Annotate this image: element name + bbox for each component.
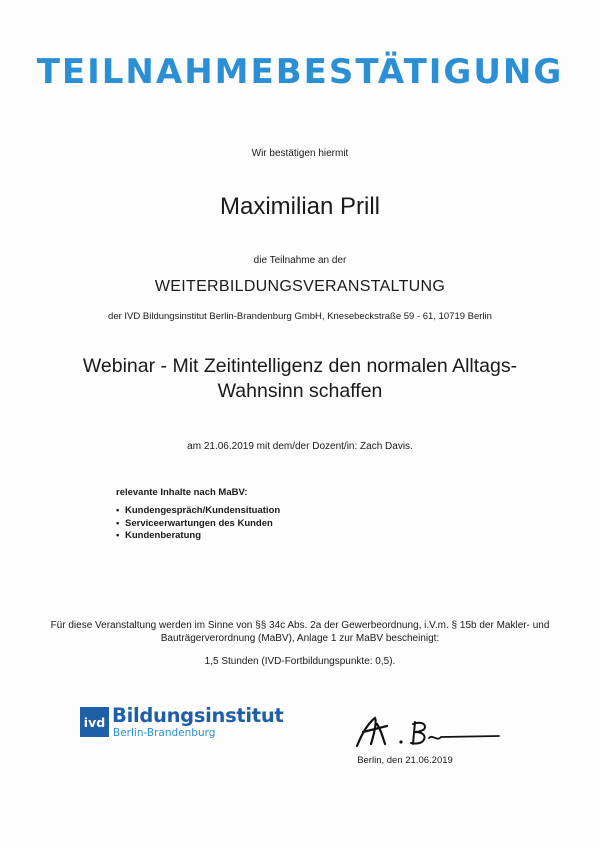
list-item: • Kundenberatung [116,530,280,543]
legal-statement [0,620,600,645]
course-title [0,354,600,404]
course-title-line: Webinar - Mit Zeitintelligenz den normalen Alltags- [82,355,518,377]
logo-subtitle: Berlin-Brandenburg [113,727,216,739]
participant-name: Maximilian Prill [219,193,381,220]
legal-line: Bauträgerverordnung (MaBV), Anlage 1 zur MaBV bescheinigt: [160,632,440,644]
list-item: • Kundengespräch/Kundensituation [116,505,280,518]
logo-title: Bildungsinstitut [112,704,284,727]
course-title-line: Wahnsinn schaffen [217,380,383,402]
institute-address: der IVD Bildungsinstitut Berlin-Brandenburg GmbH, Knesebeckstraße 59 - 61, 10719 Berlin [108,311,492,322]
hours-statement: 1,5 Stunden (IVD-Fortbildungspunkte: 0,5). [204,656,396,667]
content-list [116,505,280,543]
legal-line: Für diese Veranstaltung werden im Sinne von §§ 34c Abs. 2a der Gewerbeordnung, i.V.m. § 15b der Makler- und [50,620,550,631]
event-type: WEITERBILDUNGSVERANSTALTUNG [154,278,446,295]
date-and-lecturer: am 21.06.2019 mit dem/der Dozent/in: Zach Davis. [187,441,413,452]
certificate-heading: TEILNAHMEBESTÄTIGUNG [36,52,564,92]
signature [347,712,507,752]
ivd-badge: ivd [80,707,109,737]
content-heading: relevante Inhalte nach MaBV: [116,487,248,498]
institute-logo [80,705,283,739]
place-and-date: Berlin, den 21.06.2019 [357,755,453,766]
participation-text: die Teilnahme an der [253,255,347,266]
list-item: • Serviceerwartungen des Kunden [116,518,280,531]
logo-text [112,705,283,739]
intro-text: Wir bestätigen hiermit [251,148,349,159]
